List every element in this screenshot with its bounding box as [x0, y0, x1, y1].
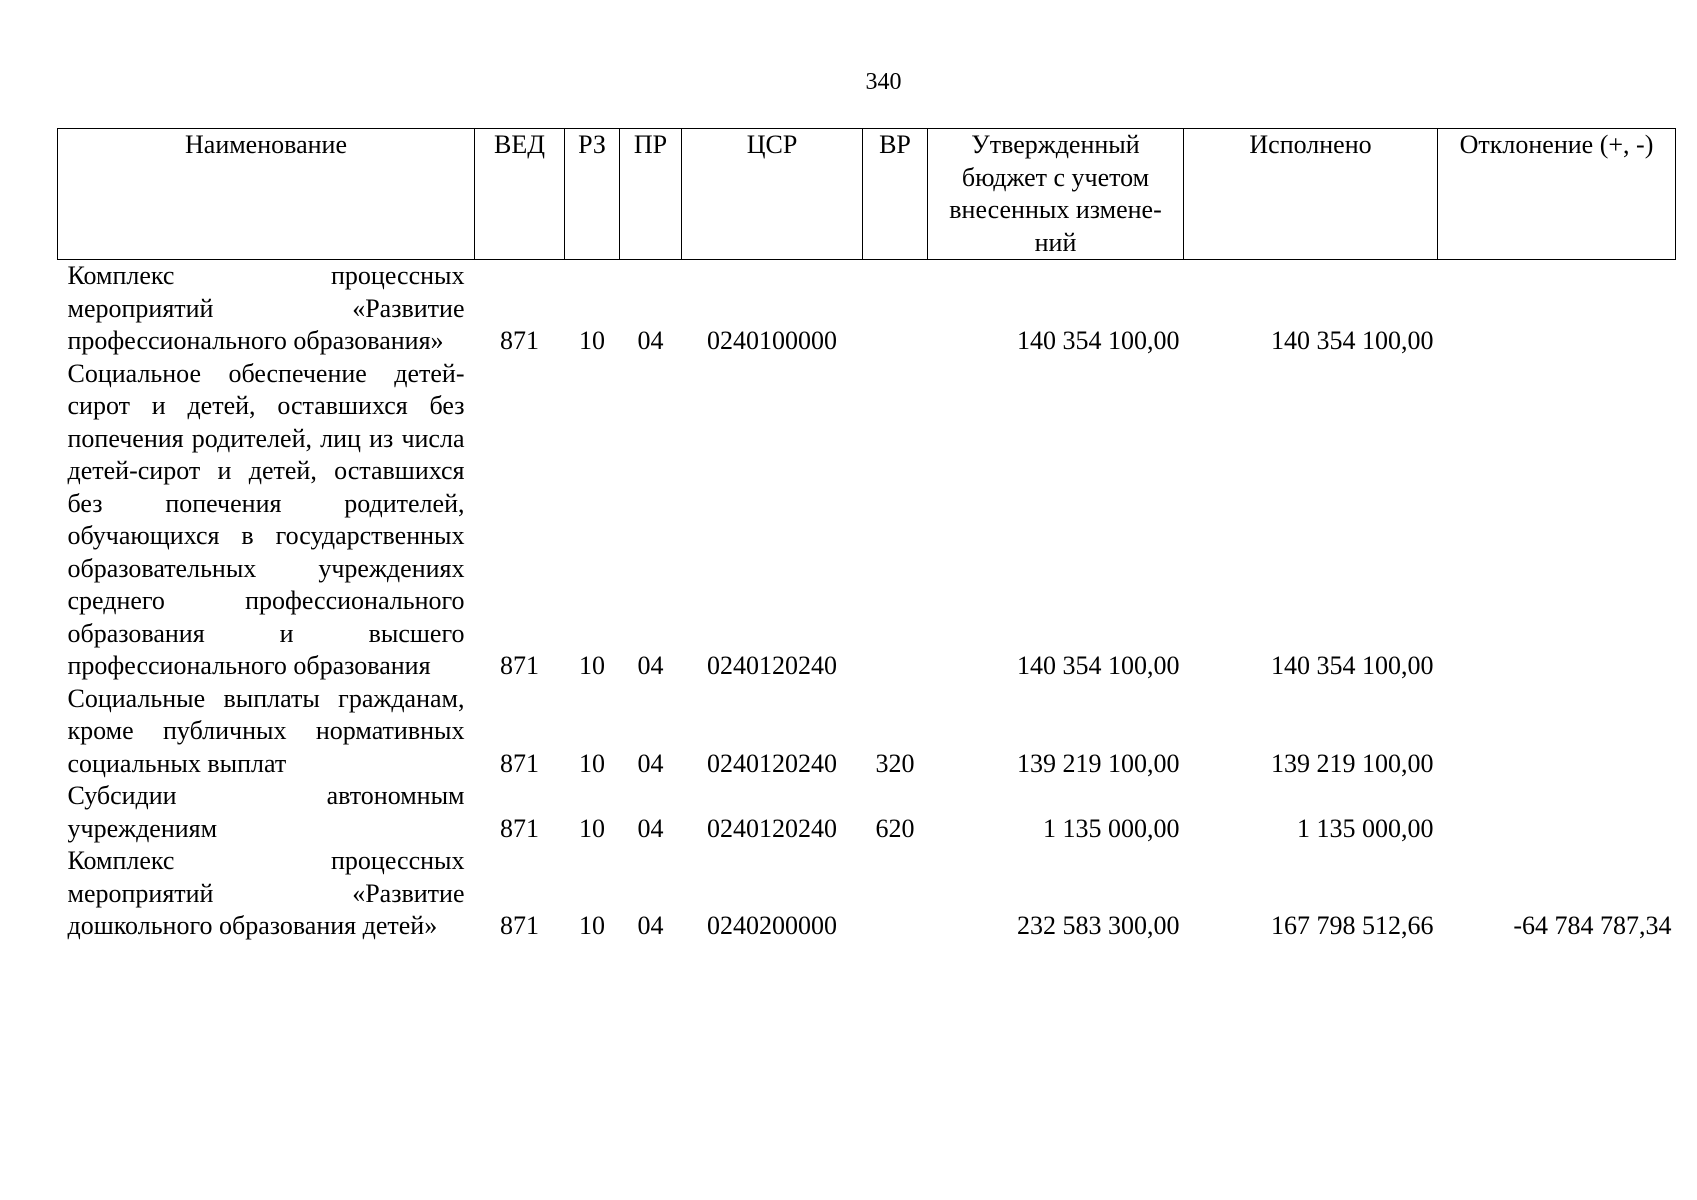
table-body — [58, 260, 1676, 943]
table-row — [58, 260, 1676, 358]
header-approved: Утвержденный бюджет с учетом внесенных измене-ний — [928, 129, 1184, 260]
row-vr — [863, 845, 928, 943]
row-vr — [863, 358, 928, 683]
header-ved: ВЕД — [475, 129, 565, 260]
row-csr: 0240200000 — [707, 911, 837, 940]
row-executed: 140 354 100,00 — [1271, 326, 1434, 355]
header-csr: ЦСР — [682, 129, 863, 260]
row-rz: 10 — [579, 813, 605, 843]
header-vr: ВР — [863, 129, 928, 260]
row-csr: 0240120240 — [707, 651, 837, 680]
header-rz: РЗ — [565, 129, 620, 260]
table-row — [58, 358, 1676, 683]
table-row — [58, 683, 1676, 781]
row-deviation — [1438, 683, 1676, 781]
row-pr: 04 — [637, 748, 664, 778]
row-deviation — [1438, 358, 1676, 683]
row-name: Социальные выплаты гражданам, кроме публичных нормативных социальных выплат — [67, 683, 465, 778]
row-name: Субсидии автономным учреждениям — [67, 781, 465, 843]
row-executed: 167 798 512,66 — [1271, 911, 1434, 940]
row-rz: 10 — [579, 326, 605, 355]
budget-table — [57, 128, 1676, 943]
page-number: 340 — [865, 69, 902, 95]
row-ved: 871 — [500, 326, 539, 355]
header-pr: ПР — [620, 129, 682, 260]
row-vr: 320 — [875, 748, 915, 778]
row-executed: 140 354 100,00 — [1271, 651, 1434, 680]
header-name: Наименование — [58, 129, 475, 260]
row-approved: 140 354 100,00 — [1017, 326, 1180, 355]
header-deviation: Отклонение (+, -) — [1438, 129, 1676, 260]
row-csr: 0240100000 — [707, 326, 837, 355]
row-ved: 871 — [500, 813, 539, 843]
row-deviation — [1438, 260, 1676, 358]
row-pr: 04 — [637, 326, 664, 355]
row-approved: 140 354 100,00 — [1017, 651, 1180, 680]
row-ved: 871 — [500, 651, 539, 680]
row-approved: 232 583 300,00 — [1017, 911, 1180, 940]
table-row — [58, 845, 1676, 943]
row-name: Комплекс процессных мероприятий «Развитие дошкольного образования детей» — [67, 846, 465, 940]
row-deviation: -64 784 787,34 — [1513, 911, 1672, 940]
row-csr: 0240120240 — [707, 813, 837, 843]
row-vr — [863, 260, 928, 358]
row-pr: 04 — [637, 813, 664, 843]
header-executed: Исполнено — [1184, 129, 1438, 260]
table-row — [58, 780, 1676, 845]
row-rz: 10 — [579, 911, 605, 940]
row-rz: 10 — [579, 748, 605, 778]
row-name: Комплекс процессных мероприятий «Развитие профессионального образования» — [67, 261, 465, 355]
row-pr: 04 — [637, 651, 664, 680]
row-deviation — [1438, 780, 1676, 845]
row-approved: 139 219 100,00 — [1017, 748, 1180, 778]
row-approved: 1 135 000,00 — [1043, 813, 1180, 843]
table-header — [58, 129, 1676, 260]
row-ved: 871 — [500, 911, 539, 940]
row-csr: 0240120240 — [707, 748, 837, 778]
row-rz: 10 — [579, 651, 605, 680]
row-ved: 871 — [500, 748, 539, 778]
header-row — [58, 129, 1676, 260]
row-vr: 620 — [875, 813, 915, 843]
row-executed: 139 219 100,00 — [1271, 748, 1434, 778]
row-name: Социальное обеспечение детей-сирот и детей, оставшихся без попечения родителей, лиц из числа детей-сирот и детей, оставшихся без попечения родителей, обучающихся в государственных образовательных учреждениях среднего профессионального образования и высшего профессионального образования — [67, 358, 465, 680]
row-pr: 04 — [637, 911, 664, 940]
row-executed: 1 135 000,00 — [1297, 813, 1434, 843]
